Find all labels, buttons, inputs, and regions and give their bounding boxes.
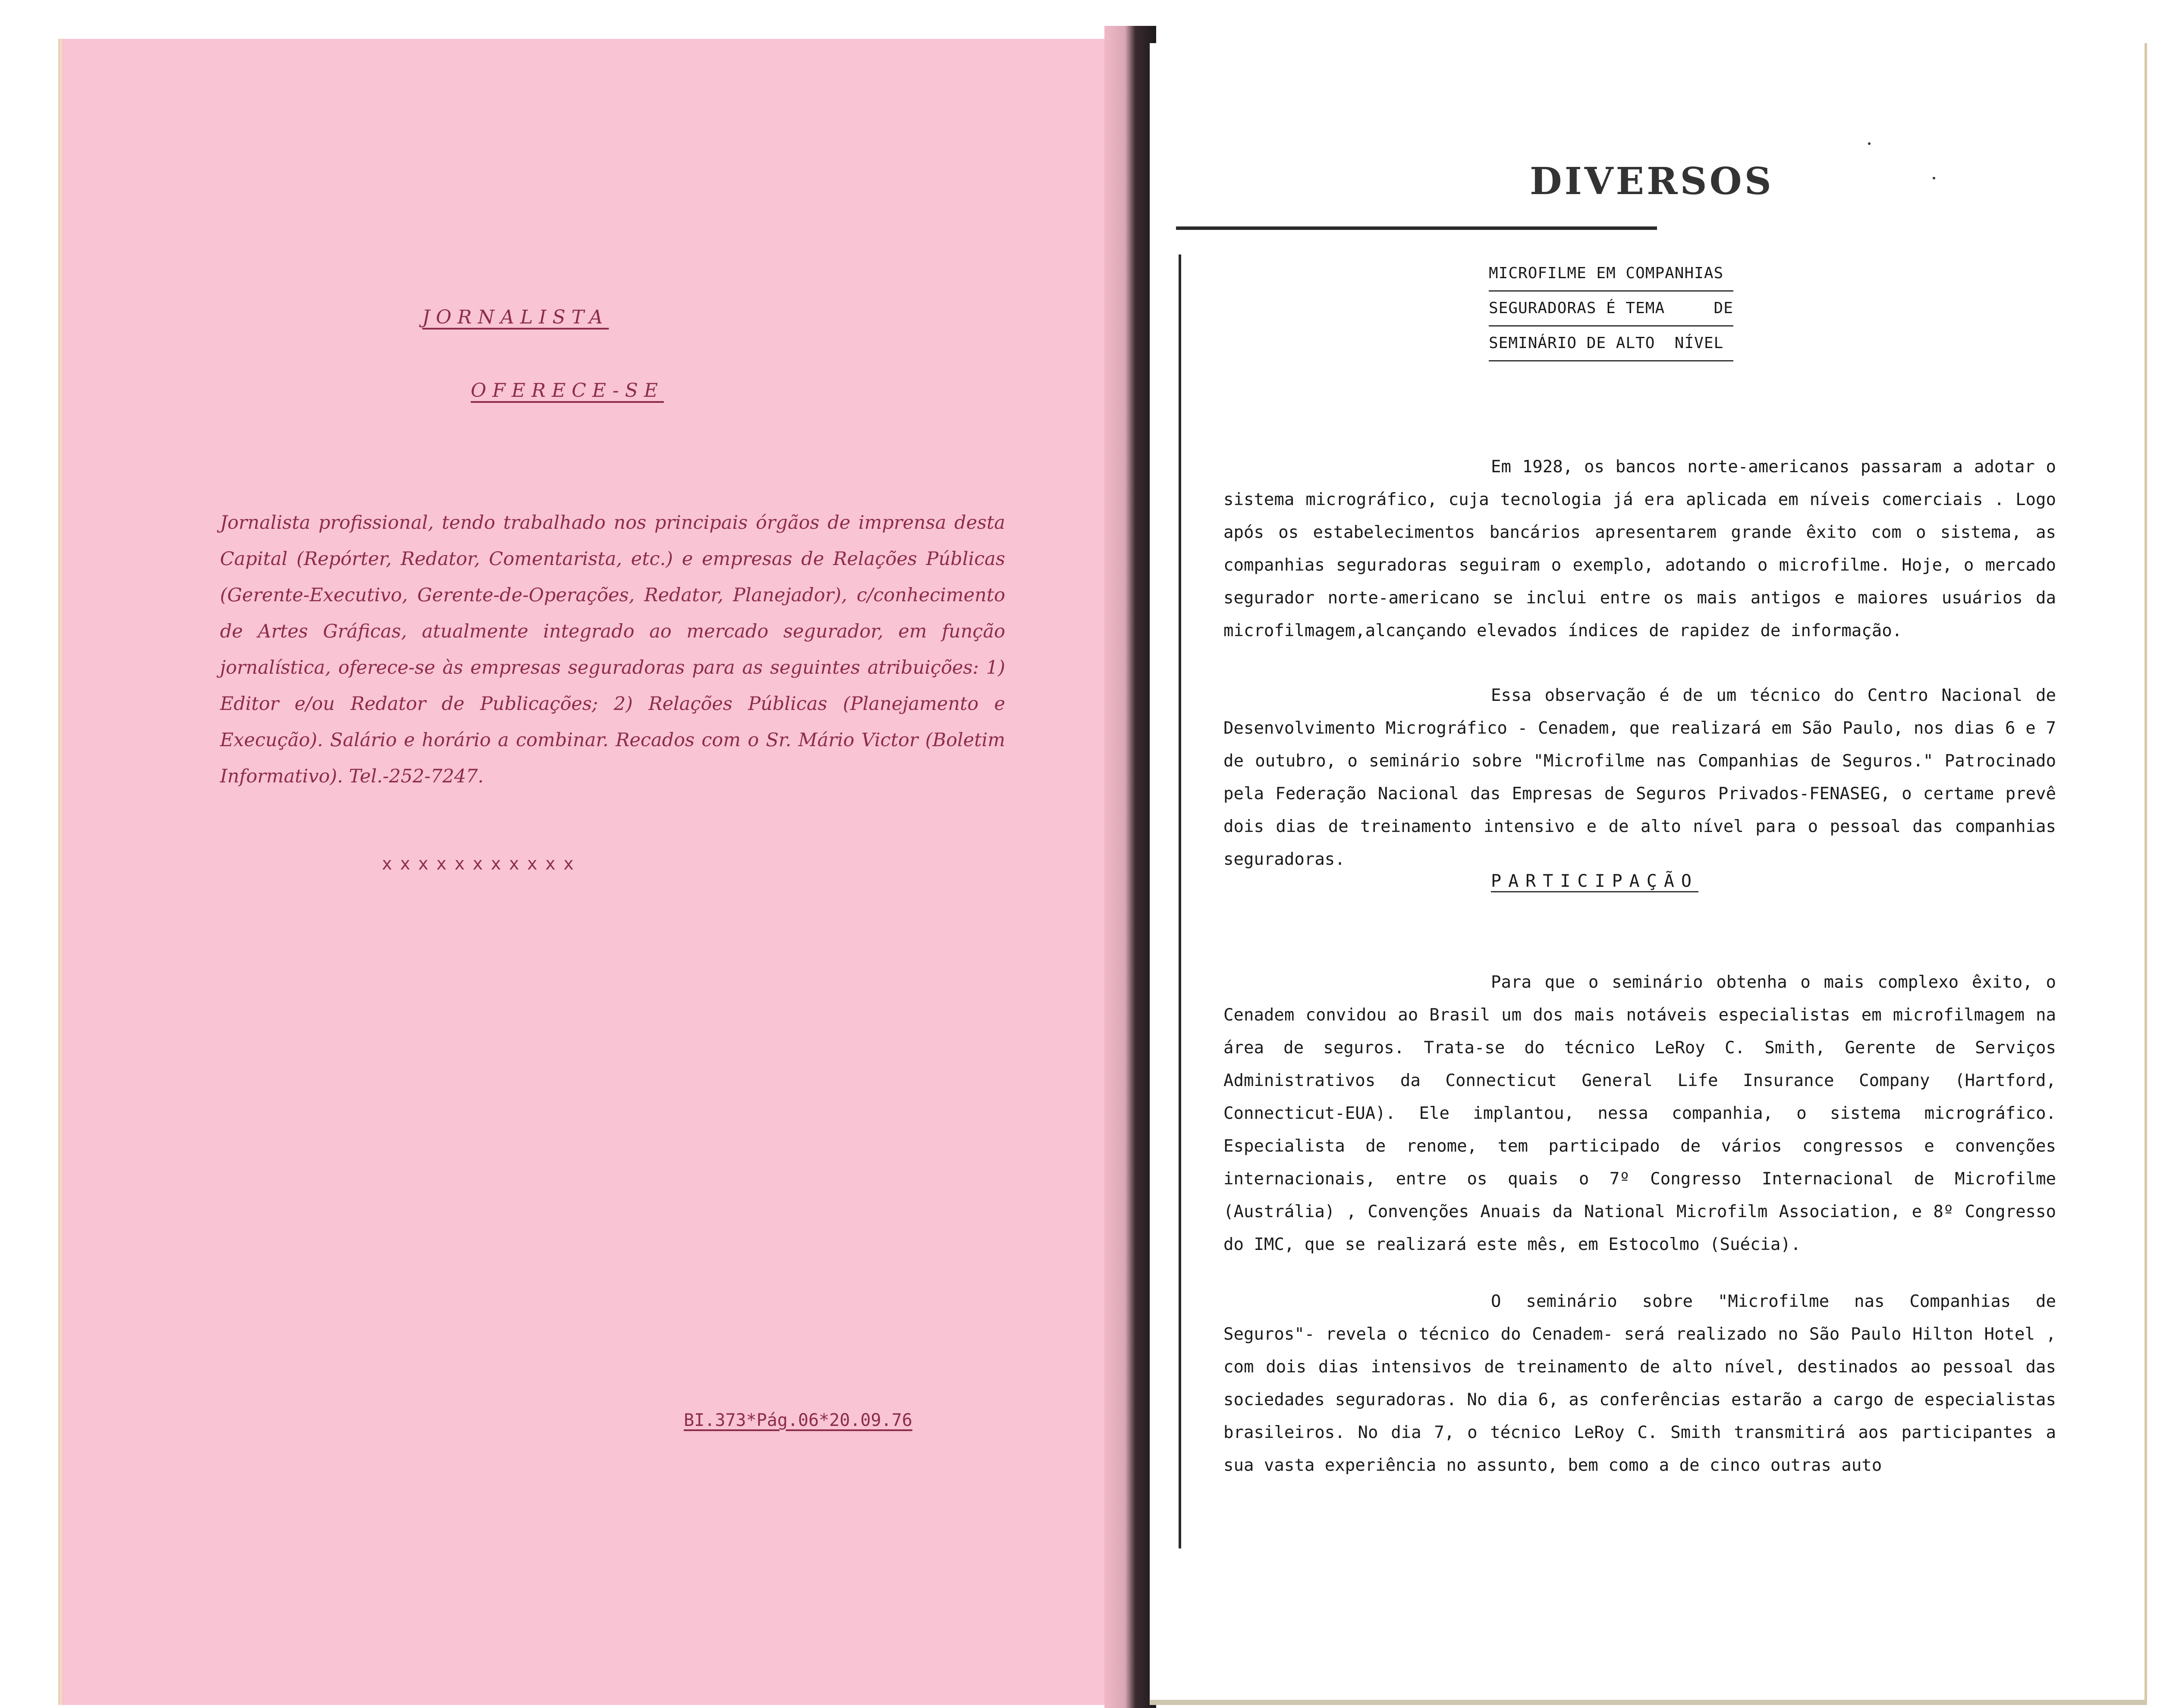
page-edge [1150, 1700, 2144, 1705]
scan-speck [1933, 177, 1935, 179]
book-gutter [1104, 26, 1156, 1708]
headline-line: SEMINÁRIO DE ALTO NÍVEL [1489, 327, 1733, 361]
left-page [63, 39, 1142, 1705]
ad-body: Jornalista profissional, tendo trabalhado nos principais órgãos de imprensa desta Capital (Repórter, Redator, Comentarista, etc.) e empresas de Relações Públicas (Gerente-Executivo, Gerente-de-Operações, Redator, Planejador), c/conhecimento de Artes Gráficas, atualmente integrado ao mercado segurador, em função jornalística, oferece-se às empresas seguradoras para as seguintes atribuições: 1) Editor e/ou Redator de Publicações; 2) Relações Públicas (Planejamento e Execução). Salário e horário a combinar. Recados com o Sr. Mário Victor (Boletim Informativo). Tel.-252-7247. [220, 512, 1005, 787]
paragraph-2: Essa observação é de um técnico do Centro Nacional de Desenvolvimento Micrográfico - Cenadem, que realizará em São Paulo, nos dias 6 e 7 de outubro, o seminário sobre "Microfilme nas Companhias de Seguros." Patrocinado pela Federação Nacional das Empresas de Seguros Privados-FENASEG, o certame prevê dois dias de treinamento intensivo e de alto nível para o pessoal das companhias seguradoras. [1223, 686, 2056, 869]
paragraph-3: Para que o seminário obtenha o mais complexo êxito, o Cenadem convidou ao Brasil um dos mais notáveis especialistas em microfilmagem na área de seguros. Trata-se do técnico LeRoy C. Smith, Gerente de Serviços Administrativos da Connecticut General Life Insurance Company (Hartford, Connecticut-EUA). Ele implantou, nessa companhia, o sistema micrográfico. Especialista de renome, tem participado de vários congressos e convenções internacionais, entre os quais o 7º Congresso Internacional de Microfilme (Austrália) , Convenções Anuais da National Microfilm Association, e 8º Congresso do IMC, que se realizará este mês, em Estocolmo (Suécia). [1223, 973, 2056, 1254]
subheading: PARTICIPAÇÃO [1491, 871, 1698, 892]
ad-title: JORNALISTA [422, 306, 609, 328]
article-headline [1489, 257, 1733, 361]
right-page [1150, 43, 2147, 1705]
headline-line: SEGURADORAS É TEMA DE [1489, 292, 1733, 327]
paragraph-4: O seminário sobre "Microfilme nas Companhias de Seguros"- revela o técnico do Cenadem- será realizado no São Paulo Hilton Hotel , com dois dias intensivos de treinamento de alto nível, destinados ao pessoal das sociedades seguradoras. No dia 6, as conferências estarão a cargo de especialistas brasileiros. No dia 7, o técnico LeRoy C. Smith transmitirá aos participantes a sua vasta experiência no assunto, bem como a de cinco outras auto [1223, 1292, 2056, 1475]
ad-subtitle: OFERECE-SE [471, 380, 664, 402]
title-rule [1176, 226, 1657, 230]
separator: xxxxxxxxxxx [382, 854, 582, 874]
scan-speck [1868, 142, 1871, 145]
section-title: DIVERSOS [1530, 160, 1774, 203]
paragraph-1: Em 1928, os bancos norte-americanos passaram a adotar o sistema micrográfico, cuja tecnologia já era aplicada em níveis comerciais . Logo após os estabelecimentos bancários apresentarem grande êxito com o sistema, as companhias seguradoras seguiram o exemplo, adotando o microfilme. Hoje, o mercado segurador norte-americano se inclui entre os mais antigos e maiores usuários da microfilmagem,alcançando elevados índices de rapidez de informação. [1223, 457, 2056, 640]
margin-rule [1179, 254, 1181, 1548]
headline-line: MICROFILME EM COMPANHIAS [1489, 257, 1733, 292]
page-footer: BI.373*Pág.06*20.09.76 [684, 1410, 912, 1430]
